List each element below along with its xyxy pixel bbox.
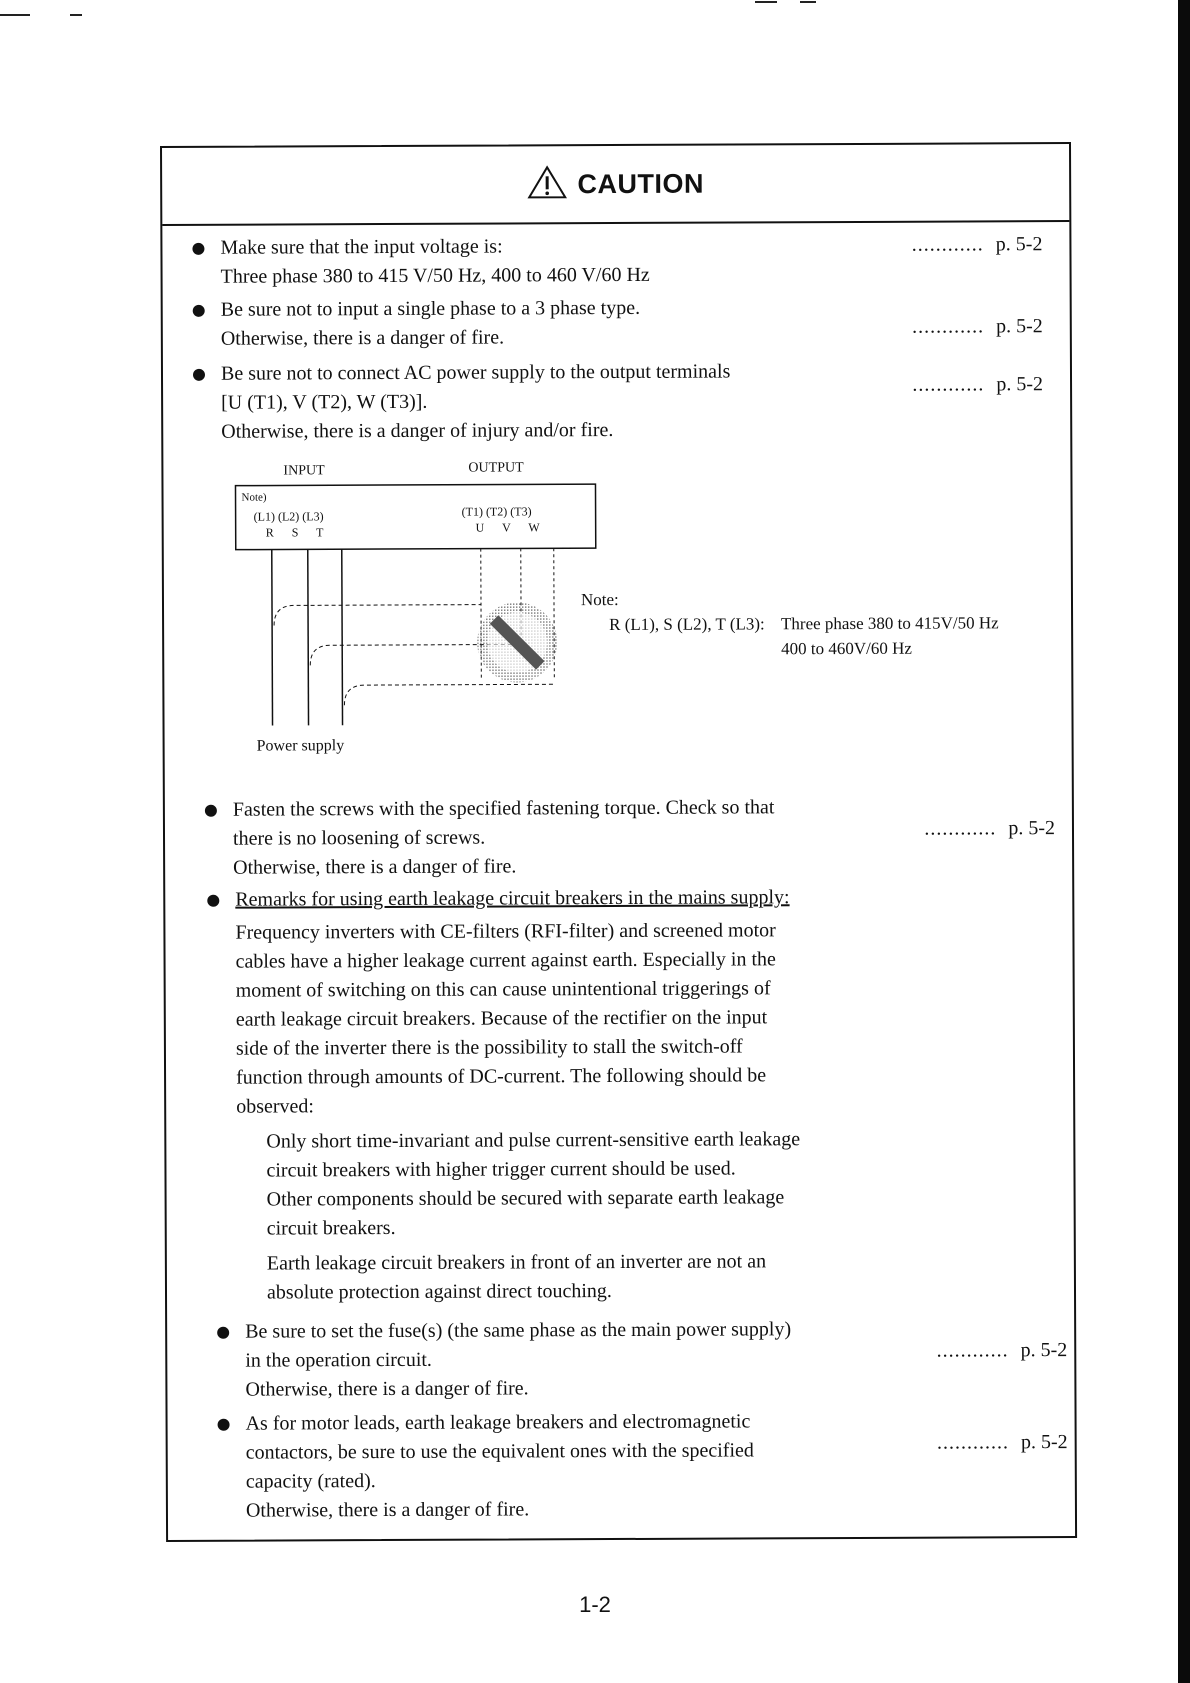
item-line: earth leakage circuit breakers. Because of the rectifier on the input xyxy=(235,1006,768,1031)
item-line: absolute protection against direct touching. xyxy=(266,1280,612,1304)
note-voltage-line: 400 to 460V/60 Hz xyxy=(781,638,912,659)
bullet-icon xyxy=(217,1327,229,1339)
item-line: Otherwise, there is a danger of fire. xyxy=(220,326,505,350)
item-line: capacity (rated). xyxy=(245,1470,376,1493)
output-terminal-letters: U V W xyxy=(475,520,540,535)
item-line: Earth leakage circuit breakers in front of an inverter are not an xyxy=(266,1250,767,1275)
bullet-icon xyxy=(207,895,219,907)
caution-item xyxy=(192,230,1042,292)
caution-item xyxy=(193,292,1043,354)
input-terminal-letters: R S T xyxy=(265,525,324,540)
reference-dots: ............ xyxy=(912,315,985,338)
power-supply-label: Power supply xyxy=(256,737,345,755)
note-title: Note: xyxy=(580,590,619,610)
scan-edge xyxy=(1178,0,1190,1683)
item-line: circuit breakers. xyxy=(266,1216,396,1240)
scan-mark xyxy=(755,1,777,3)
item-line: Otherwise, there is a danger of fire. xyxy=(233,855,517,879)
input-label: INPUT xyxy=(283,463,325,479)
wiring-diagram xyxy=(233,460,634,776)
reference-page: p. 5-2 xyxy=(996,315,1043,338)
caution-item xyxy=(207,882,1059,1308)
reference-dots: ............ xyxy=(911,233,984,256)
item-line: Three phase 380 to 415 V/50 Hz, 400 to 460 V/60 Hz xyxy=(220,263,650,288)
page-reference xyxy=(912,370,1043,400)
scan-mark xyxy=(0,14,30,16)
note-label: R (L1), S (L2), T (L3): xyxy=(609,614,765,635)
item-line: Be sure to set the fuse(s) (the same phase as the main power supply) xyxy=(245,1318,792,1343)
remarks-heading: Remarks for using earth leakage circuit breakers in the mains supply: xyxy=(235,886,790,911)
prohibited-sign-icon xyxy=(477,602,557,682)
item-line: in the operation circuit. xyxy=(245,1348,432,1372)
page-reference xyxy=(912,230,1043,260)
reference-page: p. 5-2 xyxy=(995,233,1043,256)
reference-dots: ............ xyxy=(912,373,985,396)
item-line: cables have a higher leakage current against earth. Especially in the xyxy=(235,948,776,973)
bullet-icon xyxy=(192,243,204,255)
scan-mark xyxy=(800,1,816,3)
page-reference xyxy=(924,814,1055,844)
item-line: Frequency inverters with CE-filters (RFI-filter) and screened motor xyxy=(235,919,776,944)
reference-page: p. 5-2 xyxy=(996,373,1044,396)
item-line: Otherwise, there is a danger of fire. xyxy=(245,1377,529,1401)
remarks-sub-block xyxy=(267,1247,937,1308)
item-line: side of the inverter there is the possibility to stall the switch-off xyxy=(235,1035,743,1060)
item-line: contactors, be sure to use the equivalent ones with the specified xyxy=(245,1439,754,1464)
caution-title: CAUTION xyxy=(577,168,704,199)
page-reference xyxy=(937,1428,1068,1458)
item-line: [U (T1), V (T2), W (T3)]. xyxy=(221,390,428,414)
remarks-sub-block xyxy=(266,1125,936,1244)
reference-page: p. 5-2 xyxy=(1020,1339,1068,1362)
reference-page: p. 5-2 xyxy=(1020,1431,1068,1454)
reference-dots: ............ xyxy=(936,1431,1010,1454)
note-small: Note) xyxy=(241,491,267,504)
caution-item xyxy=(217,1314,1067,1405)
diagram-note xyxy=(581,585,999,662)
item-line: Otherwise, there is a danger of fire. xyxy=(245,1498,530,1522)
warning-triangle-icon xyxy=(527,165,567,204)
item-line: circuit breakers with higher trigger current should be used. xyxy=(266,1157,736,1182)
reference-page: p. 5-2 xyxy=(1008,817,1056,840)
bullet-icon xyxy=(193,369,205,381)
output-terminals: (T1) (T2) (T3) xyxy=(461,504,532,519)
caution-item xyxy=(205,792,1055,883)
item-line: function through amounts of DC-current. The following should be xyxy=(236,1064,767,1089)
input-terminals: (L1) (L2) (L3) xyxy=(253,509,324,524)
item-line: Fasten the screws with the specified fastening torque. Check so that xyxy=(232,796,775,821)
page-reference xyxy=(912,312,1043,342)
reference-dots: ............ xyxy=(924,817,997,840)
bullet-icon xyxy=(193,305,205,317)
item-line: Make sure that the input voltage is: xyxy=(220,235,503,259)
caution-header xyxy=(162,144,1069,226)
item-line: Otherwise, there is a danger of injury and/or fire. xyxy=(221,419,614,443)
note-voltage-line: Three phase 380 to 415V/50 Hz xyxy=(780,613,999,634)
page-number: 1-2 xyxy=(579,1592,611,1617)
item-line: As for motor leads, earth leakage breakers and electromagnetic xyxy=(245,1410,751,1435)
output-label: OUTPUT xyxy=(468,460,524,476)
item-line: there is no loosening of screws. xyxy=(232,826,486,850)
bullet-icon xyxy=(218,1419,230,1431)
page-reference xyxy=(937,1336,1068,1366)
item-line: moment of switching on this can cause unintentional triggerings of xyxy=(235,977,771,1002)
caution-item xyxy=(193,356,1043,447)
item-line: Be sure not to connect AC power supply to the output terminals xyxy=(220,360,731,385)
item-line: Be sure not to input a single phase to a 3 phase type. xyxy=(220,296,641,321)
item-line: Other components should be secured with separate earth leakage xyxy=(266,1186,785,1211)
item-line: observed: xyxy=(236,1095,315,1118)
caution-item xyxy=(218,1406,1068,1526)
caution-box xyxy=(160,142,1077,1542)
scan-mark xyxy=(70,14,82,16)
item-line: Only short time-invariant and pulse current-sensitive earth leakage xyxy=(266,1128,801,1153)
bullet-icon xyxy=(205,805,217,817)
reference-dots: ............ xyxy=(936,1339,1009,1362)
